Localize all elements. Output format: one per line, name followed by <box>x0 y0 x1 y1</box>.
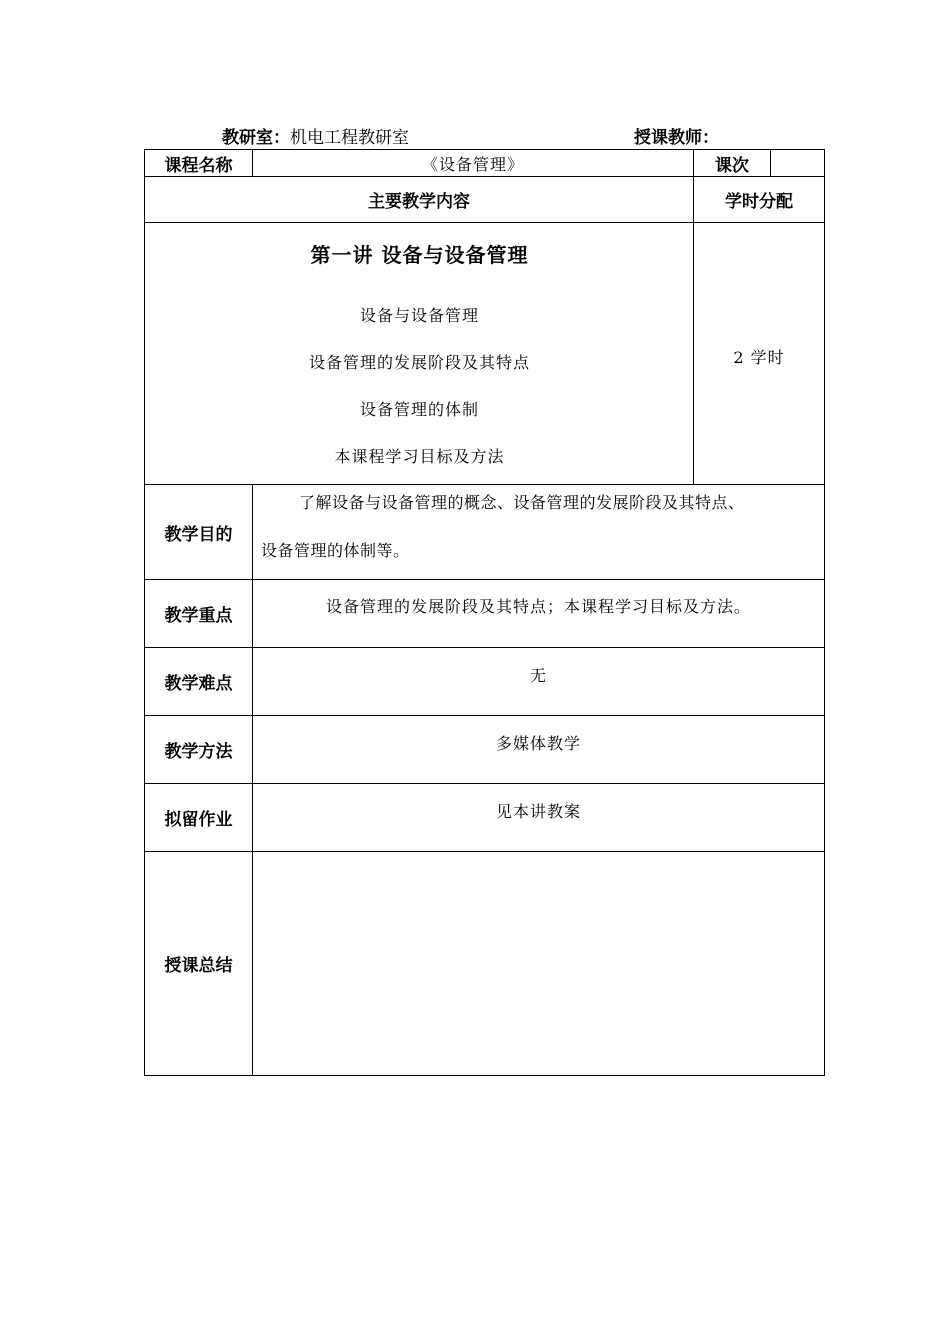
session-value <box>770 149 825 177</box>
summary-label: 授课总结 <box>144 851 253 1076</box>
homework-label: 拟留作业 <box>144 783 253 852</box>
key-points-label: 教学重点 <box>144 579 253 648</box>
teacher-label: 授课教师： <box>634 128 719 148</box>
topic-item: 设备管理的发展阶段及其特点 <box>308 353 530 372</box>
topics-cell <box>144 222 694 485</box>
key-points-value: 设备管理的发展阶段及其特点；本课程学习目标及方法。 <box>252 579 825 648</box>
department-label: 教研室： <box>222 128 290 148</box>
department-line <box>222 127 409 149</box>
lesson-plan-table <box>144 149 825 1076</box>
summary-value <box>252 851 825 1076</box>
teacher-line <box>634 127 719 149</box>
goal-label: 教学目的 <box>144 484 253 580</box>
lecture-title: 第一讲 设备与设备管理 <box>310 243 529 267</box>
topic-item: 设备管理的体制 <box>359 400 479 419</box>
course-name-label: 课程名称 <box>144 149 253 177</box>
difficulty-label: 教学难点 <box>144 647 253 716</box>
main-content-label: 主要教学内容 <box>144 176 694 223</box>
session-label: 课次 <box>693 149 771 177</box>
topic-item: 本课程学习目标及方法 <box>334 447 505 466</box>
department-value: 机电工程教研室 <box>290 128 409 148</box>
hours-value: 2 学时 <box>693 222 825 485</box>
goal-text-line: 了解设备与设备管理的概念、设备管理的发展阶段及其特点、 <box>299 493 745 512</box>
course-name-value: 《设备管理》 <box>252 149 694 177</box>
homework-value: 见本讲教案 <box>252 783 825 852</box>
hours-allocation-label: 学时分配 <box>693 176 825 223</box>
goal-cell <box>252 484 825 580</box>
method-label: 教学方法 <box>144 715 253 784</box>
difficulty-value: 无 <box>252 647 825 716</box>
topic-item: 设备与设备管理 <box>359 306 479 325</box>
method-value: 多媒体教学 <box>252 715 825 784</box>
goal-text-line: 设备管理的体制等。 <box>261 541 410 560</box>
